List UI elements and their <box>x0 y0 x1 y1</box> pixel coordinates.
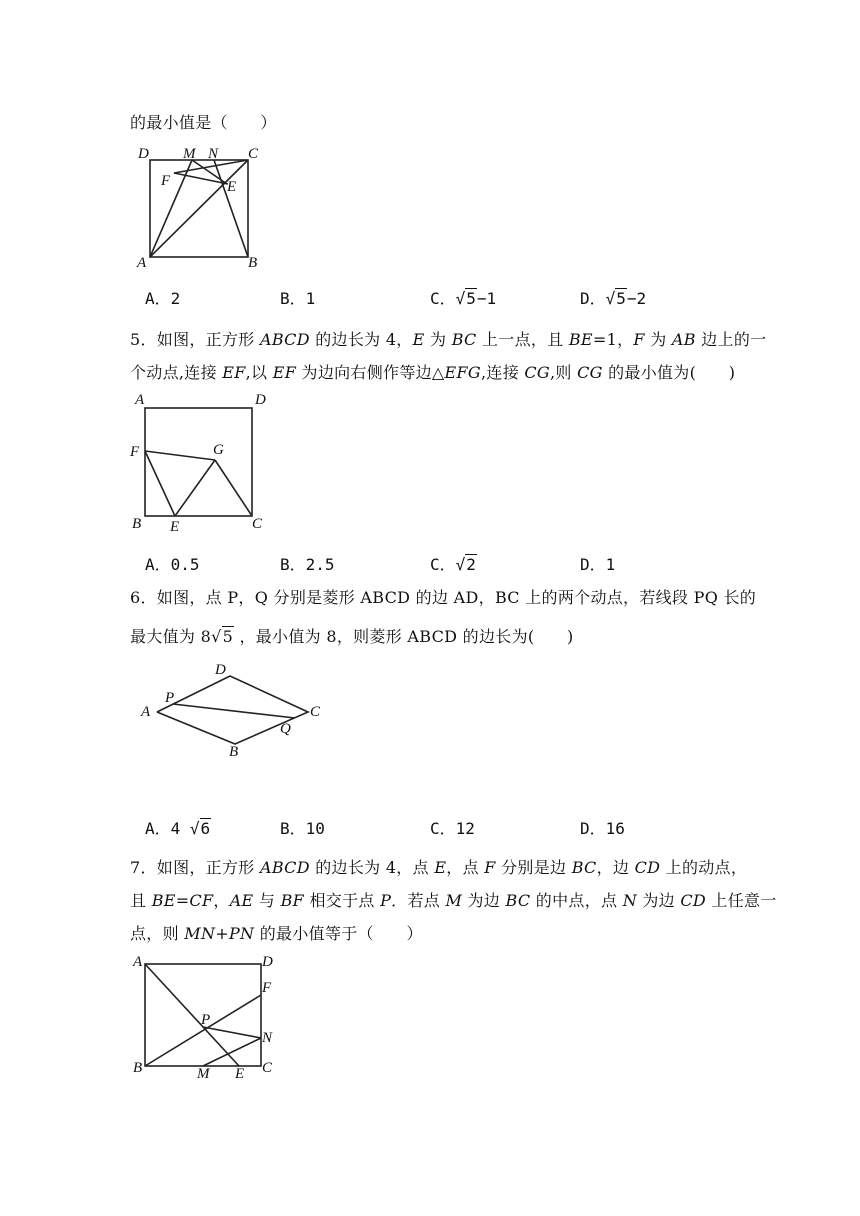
q6-figure <box>135 660 335 760</box>
q5-label-A: A <box>135 392 145 408</box>
q6-text-line2: 最大值为 8√5 ，最小值为 8，则菱形 ABCD 的边长为( ) <box>130 627 574 646</box>
q7-label-N: N <box>262 1030 273 1046</box>
q7-label-M: M <box>197 1066 210 1082</box>
q6-label-Q: Q <box>280 721 291 737</box>
q7-label-C: C <box>262 1060 273 1076</box>
q5-label-D: D <box>255 392 266 408</box>
q5-figure <box>125 390 275 535</box>
q5-option-a: A．0.5 <box>145 555 200 574</box>
q6-label-C: C <box>310 704 321 720</box>
q5-label-C: C <box>252 516 263 532</box>
q7-label-A: A <box>133 954 143 970</box>
q6-option-b: B．10 <box>280 819 325 838</box>
q4-option-c: C．√5−1 <box>430 289 497 308</box>
q4-label-B: B <box>248 255 258 271</box>
q4-label-F: F <box>161 173 171 189</box>
q7-label-P: P <box>201 1012 211 1028</box>
q4-label-M: M <box>183 146 196 162</box>
q5-option-b: B．2.5 <box>280 555 335 574</box>
q4-label-C: C <box>248 146 259 162</box>
q6-label-D: D <box>215 662 226 678</box>
q7-label-B: B <box>133 1060 143 1076</box>
q4-label-A: A <box>137 255 147 271</box>
q6-option-d: D．16 <box>580 819 625 838</box>
q5-label-B: B <box>132 516 142 532</box>
q6-option-a: A．4 √6 <box>145 819 211 838</box>
q5-text-line1: 5．如图，正方形 ABCD 的边长为 4，E 为 BC 上一点，且 BE=1，F 为 AB 边上的一 <box>130 330 767 349</box>
q5-label-F: F <box>130 444 140 460</box>
q6-option-c: C．12 <box>430 819 475 838</box>
q7-label-F: F <box>262 980 272 996</box>
q4-label-D: D <box>138 146 149 162</box>
q5-label-G: G <box>213 442 224 458</box>
q6-text-line1: 6．如图，点 P，Q 分别是菱形 ABCD 的边 AD，BC 上的两个动点，若线段 PQ 长的 <box>130 588 757 607</box>
q4-question-tail: 的最小值是（ ） <box>130 113 277 132</box>
q4-figure <box>130 140 270 275</box>
q4-option-a: A．2 <box>145 289 181 308</box>
q7-figure <box>125 950 285 1085</box>
q4-option-b: B．1 <box>280 289 316 308</box>
q7-text-line1: 7．如图，正方形 ABCD 的边长为 4，点 E，点 F 分别是边 BC，边 CD 上的动点， <box>130 858 748 877</box>
q4-label-E: E <box>227 179 237 195</box>
q6-label-P: P <box>165 690 175 706</box>
q5-option-d: D．1 <box>580 555 616 574</box>
q7-label-E: E <box>235 1066 245 1082</box>
q6-label-B: B <box>229 744 239 760</box>
q4-option-d: D．√5−2 <box>580 289 647 308</box>
q5-text-line2: 个动点,连接 EF,以 EF 为边向右侧作等边△EFG,连接 CG,则 CG 的最小值为( ) <box>130 363 736 382</box>
q4-label-N: N <box>208 146 219 162</box>
q6-label-A: A <box>141 704 151 720</box>
q5-option-c: C．√2 <box>430 555 476 574</box>
q7-text-line2: 且 BE=CF，AE 与 BF 相交于点 P．若点 M 为边 BC 的中点，点 N 为边 CD 上任意一 <box>130 891 777 910</box>
q5-label-E: E <box>170 519 180 535</box>
q7-text-line3: 点，则 MN+PN 的最小值等于（ ） <box>130 924 423 943</box>
q7-label-D: D <box>262 954 273 970</box>
